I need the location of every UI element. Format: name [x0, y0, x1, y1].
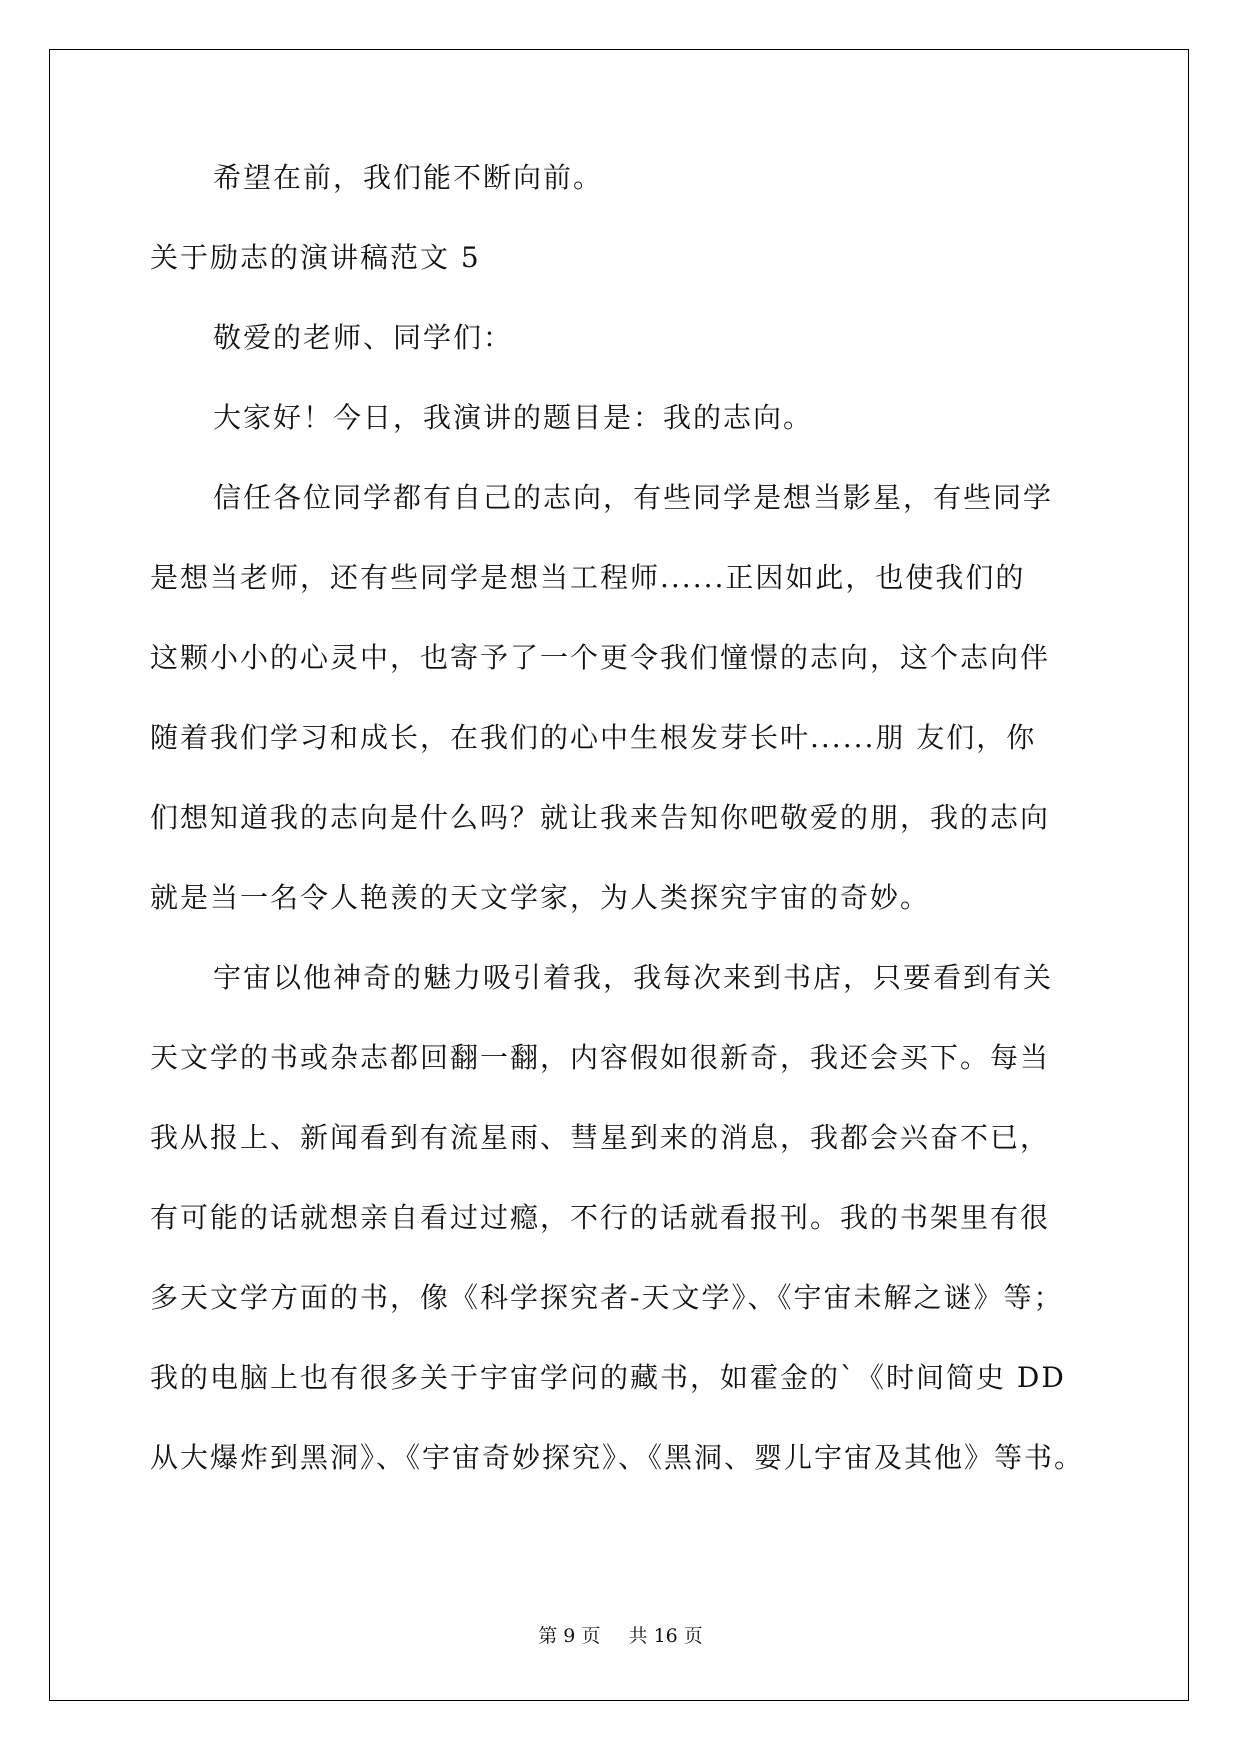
- paragraph-line: 希望在前，我们能不断向前。: [213, 161, 604, 194]
- paragraph-line: 有可能的话就想亲自看过过瘾，不行的话就看报刊。我的书架里有很: [150, 1201, 1051, 1234]
- paragraph-line: 是想当老师，还有些同学是想当工程师......正因如此，也使我们的: [150, 561, 1026, 594]
- salutation: 敬爱的老师、同学们：: [213, 321, 514, 354]
- paragraph-line: 这颗小小的心灵中，也寄予了一个更令我们憧憬的志向，这个志向伴: [150, 641, 1051, 674]
- paragraph-line: 天文学的书或杂志都回翻一翻，内容假如很新奇，我还会买下。每当: [150, 1041, 1051, 1074]
- page-footer: [0, 1624, 1241, 1648]
- paragraph-line: 从大爆炸到黑洞》、《宇宙奇妙探究》、《黑洞、婴儿宇宙及其他》等书。: [150, 1441, 1085, 1474]
- paragraph-line: 大家好！今日，我演讲的题目是：我的志向。: [213, 401, 814, 434]
- total-pages: 共 16 页: [628, 1625, 703, 1647]
- paragraph-line: 随着我们学习和成长，在我们的心中生根发芽长叶......朋 友们，你: [150, 721, 1037, 754]
- section-heading: 关于励志的演讲稿范文 5: [150, 241, 481, 274]
- paragraph-line: 信任各位同学都有自己的志向，有些同学是想当影星，有些同学: [213, 481, 1054, 514]
- page-number: 第 9 页: [538, 1625, 601, 1647]
- paragraph-line: 们想知道我的志向是什么吗？就让我来告知你吧敬爱的朋，我的志向: [150, 801, 1051, 834]
- paragraph-line: 就是当一名令人艳羡的天文学家，为人类探究宇宙的奇妙。: [150, 881, 931, 914]
- paragraph-line: 我的电脑上也有很多关于宇宙学问的藏书，如霍金的`《时间简史 DD: [150, 1361, 1066, 1394]
- paragraph-line: 我从报上、新闻看到有流星雨、彗星到来的消息，我都会兴奋不已，: [150, 1121, 1051, 1154]
- paragraph-line: 宇宙以他神奇的魅力吸引着我，我每次来到书店，只要看到有关: [213, 961, 1054, 994]
- paragraph-line: 多天文学方面的书，像《科学探究者-天文学》、《宇宙未解之谜》等；: [150, 1281, 1064, 1314]
